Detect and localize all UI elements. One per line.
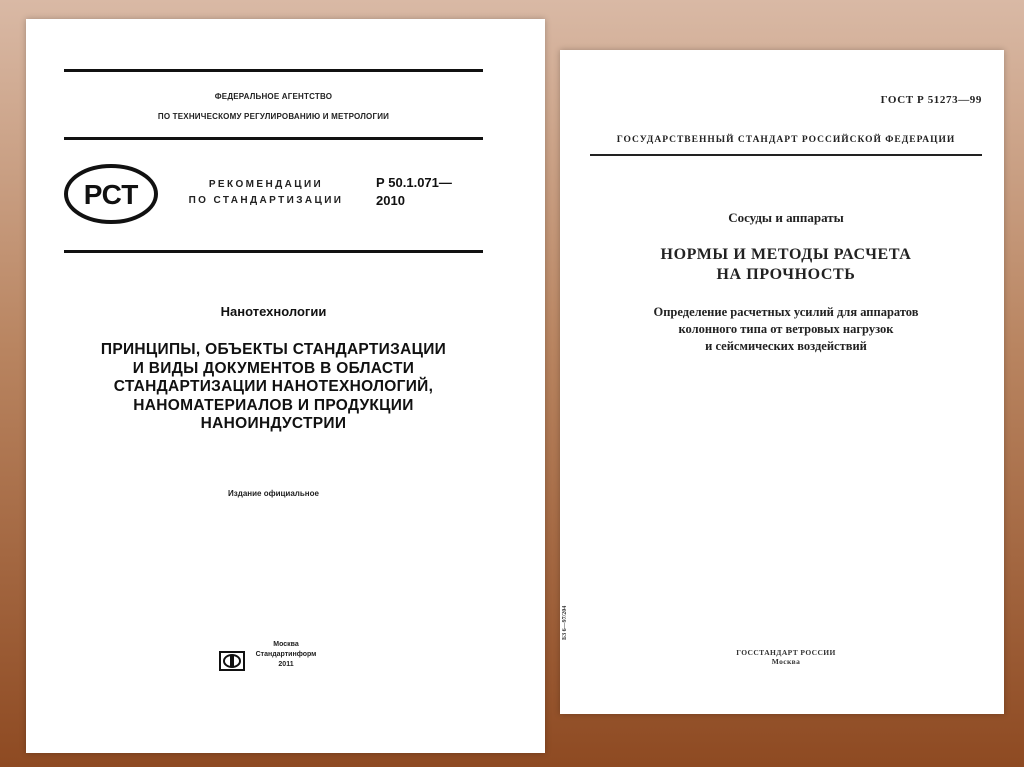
title-line: ПРИНЦИПЫ, ОБЪЕКТЫ СТАНДАРТИЗАЦИИ — [100, 341, 447, 358]
standard-rule — [590, 154, 982, 156]
publisher-logo-icon — [219, 651, 245, 671]
gost-code: ГОСТ Р 51273—99 — [880, 94, 982, 106]
subtitle-line: и сейсмических воздействий — [705, 339, 867, 353]
publisher-info — [690, 648, 882, 666]
publisher-city: Москва — [273, 641, 299, 648]
recommendation-line-2: ПО СТАНДАРТИЗАЦИИ — [188, 195, 344, 206]
recommendation-line-1: РЕКОМЕНДАЦИИ — [208, 179, 324, 190]
document-title — [74, 341, 473, 434]
document-topic: Нанотехнологии — [220, 304, 327, 319]
standard-line: ГОСУДАРСТВЕННЫЙ СТАНДАРТ РОССИЙСКОЙ ФЕДЕРАЦИИ — [616, 135, 956, 145]
title-line: СТАНДАРТИЗАЦИИ НАНОТЕХНОЛОГИЙ, — [113, 378, 434, 395]
publisher-name: Стандартинформ — [255, 651, 317, 658]
top-rule — [64, 69, 483, 72]
subtitle-line: Определение расчетных усилий для аппаратов — [653, 305, 919, 319]
publisher-name: ГОССТАНДАРТ РОССИИ — [736, 648, 836, 657]
document-cover-left — [26, 19, 545, 753]
agency-line-1: ФЕДЕРАЛЬНОЕ АГЕНТСТВО — [214, 92, 333, 101]
recommendation-label — [176, 177, 356, 209]
document-subtitle — [610, 304, 962, 355]
edition-label: Издание официальное — [228, 489, 319, 498]
title-line: НАНОМАТЕРИАЛОВ И ПРОДУКЦИИ — [133, 396, 414, 414]
agency-line-2: ПО ТЕХНИЧЕСКОМУ РЕГУЛИРОВАНИЮ И МЕТРОЛОГИИ — [157, 112, 390, 121]
document-topic: Сосуды и аппараты — [728, 210, 844, 225]
publisher-info — [251, 640, 321, 670]
rst-logo-icon — [64, 164, 158, 224]
document-code-line-1: Р 50.1.071— — [376, 175, 452, 190]
title-line: И ВИДЫ ДОКУМЕНТОВ В ОБЛАСТИ — [132, 359, 415, 377]
subtitle-line: колонного типа от ветровых нагрузок — [678, 322, 894, 336]
title-line: НА ПРОЧНОСТЬ — [716, 266, 856, 283]
title-line: НОРМЫ И МЕТОДЫ РАСЧЕТА — [660, 246, 912, 263]
agency-rule — [64, 137, 483, 140]
title-line: НАНОИНДУСТРИИ — [200, 415, 347, 432]
svg-text:РСТ: РСТ — [83, 179, 139, 210]
document-code — [376, 174, 486, 210]
header-bottom-rule — [64, 250, 483, 253]
document-title — [590, 245, 982, 285]
publisher-year: 2011 — [278, 661, 294, 668]
document-code-line-2: 2010 — [376, 193, 405, 208]
document-cover-right — [560, 50, 1004, 714]
publisher-city: Москва — [771, 657, 801, 666]
side-code: БЗ 6—97/204 — [562, 605, 568, 640]
